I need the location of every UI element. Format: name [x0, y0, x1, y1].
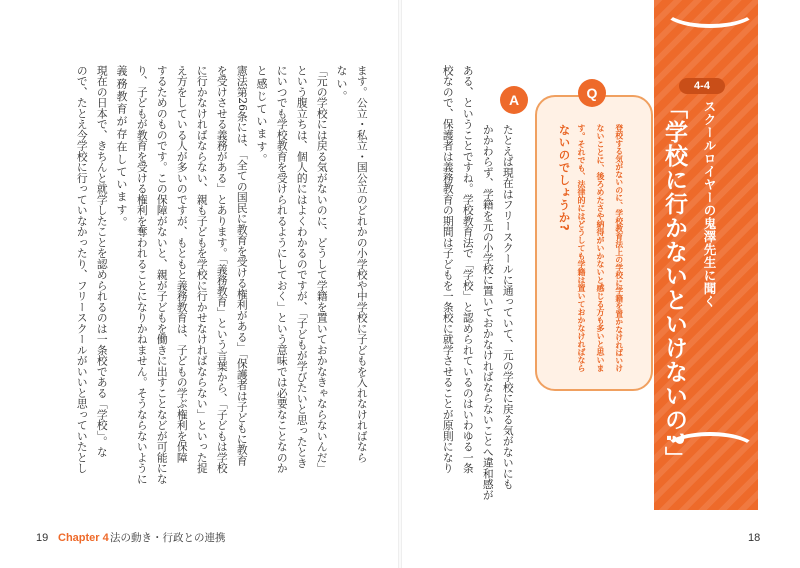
right-page-number: 18 [748, 532, 761, 544]
section-number-badge: 4-4 [679, 78, 725, 94]
body-line: に行かなければならない、親も子どもを学校に行かせなければならない」といった捉 [195, 65, 209, 474]
answer-line: かかわらず、学籍を元の小学校に置いておかなければならないことへ違和感が [481, 124, 495, 501]
question-line: す。それでも、法律的にはどうしても学籍は置いておかなければなら [577, 124, 586, 372]
body-line: 「元の学校には戻る気がないのに、どうして学籍を置いておかなきゃならないんだ」 [315, 65, 329, 474]
body-line: 憲法第26条には、「全ての国民に教育を受ける権利がある」「保護者は子どもに教育 [235, 65, 249, 466]
body-line: ない。 [335, 65, 348, 103]
question-line: 登校する気がないのに、学校教育法上の学校に学籍を置かなければいけ [614, 124, 624, 372]
body-line: と感じています。 [255, 65, 268, 166]
question-marker-icon: Q [578, 79, 606, 107]
body-line: ます。公立・私立・国公立のどれかの小学校や中学校に子どもを入れなければなら [355, 65, 369, 463]
left-page-number: 19 [36, 532, 49, 544]
body-line: という腹立ちは、個人的にはよくわかるのですが、「子どもが学びたいと思ったとき [295, 65, 309, 469]
body-line: ので、たとえ今学校に行っていなかったり、フリースクールがいいと思っていたとし [75, 65, 89, 474]
body-line: 現在の日本で、きちんと就学したことを認められるのは一条校である「学校」。な [95, 65, 109, 458]
answer-marker-icon: A [500, 86, 528, 114]
body-line: するためのものです。この保障がないと、親が子どもを働きに出すことなどが可能にな [155, 65, 169, 485]
page-title: 「学校に行かないといけないの?」 [661, 96, 687, 471]
page-spread-fold [398, 0, 402, 568]
body-line: 義務教育が存在しています。 [115, 65, 128, 229]
chapter-title: 法の動き・行政との連携 [110, 532, 226, 544]
question-line: ないのでしょうか? [557, 124, 572, 232]
chapter-label: Chapter 4 [58, 532, 109, 544]
answer-line: たとえば現在はフリースクールに通っていて、元の学校に戻る気がないにも [501, 124, 515, 490]
body-line: え方をしている人が多いのですが、もともと義務教育は、子どもの学ぶ権利を保障 [175, 65, 189, 463]
body-line: にいつでも学校教育を受けられるようにしておく」という意味では必要なことなのか [275, 65, 289, 474]
series-title: スクールロイヤーの鬼澤先生に聞く [702, 100, 717, 308]
body-line: を受けさせる義務がある」とあります。「義務教育」という言葉から、「子どもは学校 [215, 65, 229, 474]
question-line: ないことに、後ろめたさや納得がいかないと感じる方も多いと思いま [596, 124, 605, 372]
body-line: り、子どもが教育を受ける権利を奪われることになりかねません。そうならないように [135, 65, 149, 485]
banner-top-arc [662, 0, 758, 28]
question-box [535, 95, 653, 391]
answer-line: ある、ということですね。学校教育法で「学校」と認められているのはいわゆる一条 [461, 65, 475, 474]
answer-line: 校なので、保護者は義務教育の期間は子どもを一条校に就学させることが原則になり [441, 65, 455, 474]
